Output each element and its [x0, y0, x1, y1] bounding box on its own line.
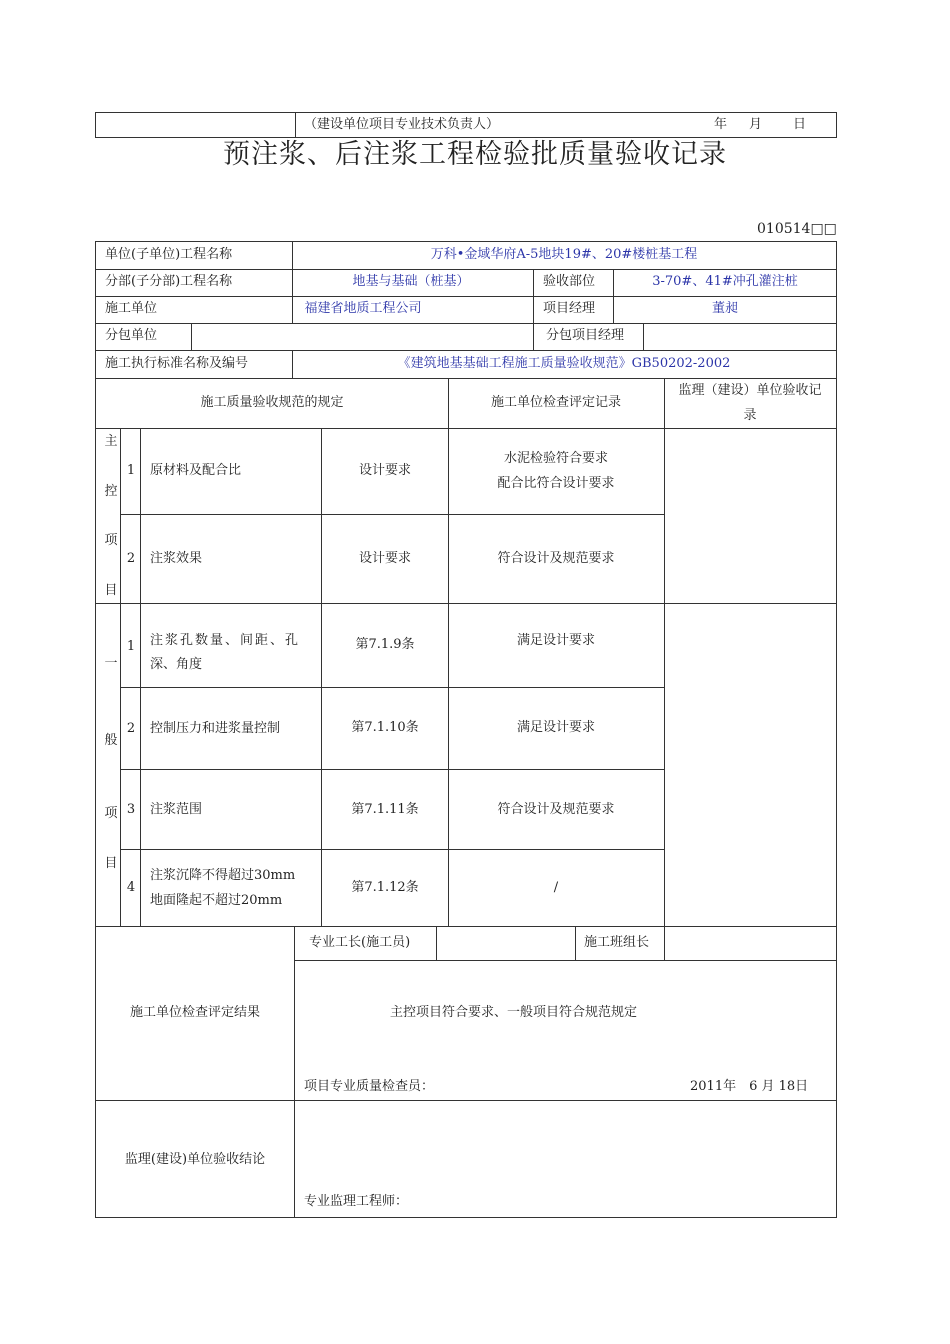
- top-sign-divider: [295, 112, 296, 138]
- general-item-2-name: 控制压力和进浆量控制: [150, 721, 281, 736]
- main-item-2-result: 符合设计及规范要求: [497, 551, 615, 566]
- general-item-4-result: /: [553, 880, 559, 895]
- form-code: 010514□□: [757, 221, 837, 237]
- general-item-3-no: 3: [126, 802, 136, 817]
- general-item-1-name-1: 注浆孔数量、间距、孔: [150, 633, 301, 648]
- col-spec: 施工质量验收规范的规定: [200, 395, 344, 410]
- main-group-char-4: 目: [104, 583, 118, 598]
- top-sign-day: 日: [793, 117, 807, 132]
- general-item-3-name: 注浆范围: [150, 802, 203, 817]
- main-item-1-result-1: 水泥检验符合要求: [503, 451, 609, 466]
- general-item-4-name-1: 注浆沉降不得超过30mm: [150, 868, 296, 883]
- general-item-2-req: 第7.1.10条: [351, 720, 419, 735]
- general-group-char-4: 目: [104, 856, 118, 871]
- general-item-3-req: 第7.1.11条: [351, 802, 419, 817]
- general-group-char-2: 般: [104, 733, 118, 748]
- main-group-char-2: 控: [104, 484, 118, 499]
- general-item-1-no: 1: [126, 639, 136, 654]
- unit-project-value: 万科•金域华府A-5地块19#、20#楼桩基工程: [430, 247, 698, 262]
- main-item-1-name: 原材料及配合比: [150, 463, 242, 478]
- subcontractor-label: 分包单位: [105, 328, 158, 343]
- manager-value: 董昶: [711, 301, 739, 316]
- contractor-conclusion: 主控项目符合要求、一般项目符合规范规定: [390, 1005, 638, 1020]
- inspector-label: 项目专业质量检查员：: [304, 1079, 435, 1094]
- col-supervision-2: 录: [743, 408, 757, 423]
- general-item-2-no: 2: [126, 721, 136, 736]
- contractor-date: 2011年 6 月 18日: [690, 1079, 809, 1094]
- main-group-char-1: 主: [104, 434, 118, 449]
- standard-label: 施工执行标准名称及编号: [105, 356, 249, 371]
- general-item-1-result: 满足设计要求: [516, 633, 596, 648]
- sub-project-label: 分部(子分部)工程名称: [105, 274, 233, 289]
- manager-label: 项目经理: [543, 301, 596, 316]
- main-group-char-3: 项: [104, 533, 118, 548]
- top-sign-year: 年: [714, 117, 728, 132]
- general-item-4-name-2: 地面隆起不超过20mm: [150, 893, 283, 908]
- general-item-3-result: 符合设计及规范要求: [497, 802, 615, 817]
- main-item-1-no: 1: [126, 463, 136, 478]
- main-item-2-name: 注浆效果: [150, 551, 203, 566]
- team-leader-label: 施工班组长: [584, 935, 650, 950]
- general-group-char-1: 一: [104, 656, 118, 671]
- col-check: 施工单位检查评定记录: [490, 395, 622, 410]
- sub-manager-label: 分包项目经理: [546, 328, 625, 343]
- general-group-char-3: 项: [104, 806, 118, 821]
- page-title: 预注浆、后注浆工程检验批质量验收记录: [223, 139, 727, 170]
- inspection-part-label: 验收部位: [543, 274, 596, 289]
- general-item-1-name-2: 深、角度: [150, 657, 203, 672]
- main-item-1-req: 设计要求: [358, 463, 412, 478]
- unit-project-label: 单位(子单位)工程名称: [105, 247, 233, 262]
- sub-project-value: 地基与基础（桩基）: [352, 274, 470, 289]
- top-sign-label: （建设单位项目专业技术负责人）: [304, 117, 500, 132]
- general-item-4-no: 4: [126, 880, 136, 895]
- general-item-2-result: 满足设计要求: [516, 720, 596, 735]
- standard-value: 《建筑地基基础工程施工质量验收规范》GB50202-2002: [397, 356, 731, 371]
- inspection-part-value: 3-70#、41#冲孔灌注桩: [652, 274, 798, 289]
- supervision-result-label: 监理(建设)单位验收结论: [124, 1152, 266, 1167]
- general-item-1-req: 第7.1.9条: [355, 637, 415, 652]
- general-item-4-req: 第7.1.12条: [351, 880, 419, 895]
- main-item-2-no: 2: [126, 551, 136, 566]
- contractor-label: 施工单位: [105, 301, 158, 316]
- contractor-value: 福建省地质工程公司: [304, 301, 422, 316]
- engineer-label: 专业监理工程师：: [304, 1194, 409, 1209]
- foreman-label: 专业工长(施工员): [309, 935, 411, 950]
- contractor-result-label: 施工单位检查评定结果: [129, 1005, 261, 1020]
- main-item-1-result-2: 配合比符合设计要求: [497, 476, 615, 491]
- top-sign-month: 月: [749, 117, 763, 132]
- main-item-2-req: 设计要求: [358, 551, 412, 566]
- col-supervision-1: 监理（建设）单位验收记: [678, 383, 822, 398]
